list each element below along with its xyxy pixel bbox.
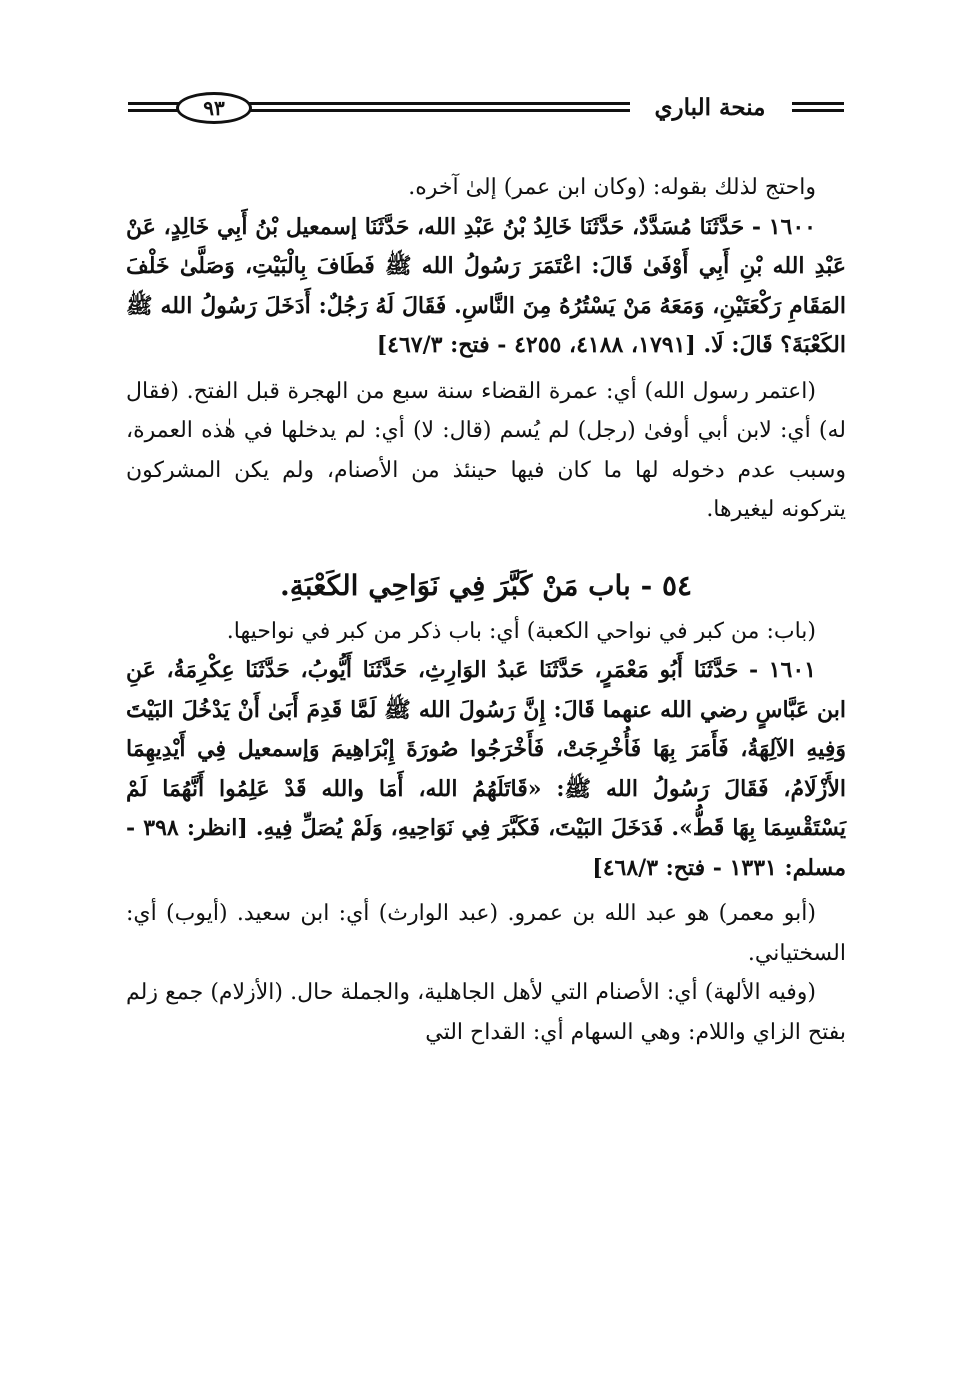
page-header bbox=[128, 92, 844, 132]
commentary-paragraph: (أبو معمر) هو عبد الله بن عمرو. (عبد الوارث) أي: ابن سعيد. (أيوب) أي: السختياني. bbox=[126, 901, 846, 966]
commentary-paragraph: (باب: من كبر في نواحي الكعبة) أي: باب ذكر من كبر في نواحيها. bbox=[226, 618, 816, 644]
header-rule-middle bbox=[248, 102, 630, 114]
header-rule-left bbox=[128, 102, 180, 114]
chapter-heading: ٥٤ - باب مَنْ كَبَّرَ فِي نَوَاحِي الكَعْبَةِ. bbox=[279, 568, 693, 602]
page-number: ٩٣ bbox=[176, 92, 252, 124]
book-title: منحة الباري bbox=[632, 92, 788, 124]
commentary-paragraph: (اعتمر رسول الله) أي: عمرة القضاء سنة سبع من الهجرة قبل الفتح. (فقال له) أي: لابن أبي أوفىٰ (رجل) لم يُسم (قال: لا) أي: لم يدخلها في هٰذه العمرة، وسبب عدم دخوله لها ما كان فيها حينئذ من الأصنام، ولم يكن المشركون يتركونه ليغيرها. bbox=[126, 378, 846, 522]
hadith-1600: ١٦٠٠ - حَدَّثَنَا مُسَدَّدٌ، حَدَّثَنَا خَالِدُ بْنُ عَبْدِ الله، حَدَّثَنَا إسمعيل بْنُ أَبِي خَالِدٍ، عَنْ عَبْدِ الله بْنِ أَبِي أَوْفَىٰ قَالَ: اعْتَمَرَ رَسُولُ الله ﷺ فَطَافَ بِالْبَيْتِ، وَصَلَّىٰ خَلْفَ المَقَامِ رَكْعَتَيْنِ، وَمَعَهُ مَنْ يَسْتُرُهُ مِنَ النَّاسِ. فَقَالَ لَهُ رَجُلٌ: أَدَخَلَ رَسُولُ الله ﷺ الكَعْبَةَ؟ قَالَ: لَا. [١٧٩١، ٤١٨٨، ٤٢٥٥ - فتح: ٤٦٧/٣] bbox=[126, 213, 846, 358]
commentary-paragraph: واحتج لذلك بقوله: (وكان ابن عمر) إلىٰ آخره. bbox=[408, 175, 816, 200]
hadith-1601: ١٦٠١ - حَدَّثَنَا أَبُو مَعْمَرٍ، حَدَّثَنَا عَبدُ الوَارِثِ، حَدَّثَنَا أَيُّوبُ، حَدَّثَنَا عِكْرِمَةُ، عَنِ ابن عَبَّاسٍ رضي الله عنهما قَالَ: إِنَّ رَسُولَ الله ﷺ لَمَّا قَدِمَ أَبَىٰ أَنْ يَدْخُلَ البَيْتَ وَفِيهِ الآلِهَةُ، فَأَمَرَ بِهَا فَأُخْرِجَتْ، فَأَخْرَجُوا صُورَةَ إِبْرَاهِيمَ وَإسمعيل فِي أَيْدِيهِمَا الأَزْلَامُ، فَقَالَ رَسُولُ الله ﷺ: «قَاتَلَهُمُ الله، أَمَا والله قَدْ عَلِمُوا أَنَّهُمَا لَمْ يَسْتَقْسِمَا بِهَا قَطُّ». فَدَخَلَ البَيْتَ، فَكَبَّرَ فِي نَوَاحِيهِ، وَلَمْ يُصَلِّ فِيهِ. [انظر: ٣٩٨ - مسلم: ١٣٣١ - فتح: ٤٦٨/٣] bbox=[126, 657, 846, 881]
commentary-paragraph: (وفيه الألهة) أي: الأصنام التي لأهل الجاهلية، والجملة حال. (الأزلام) جمع زلم بفتح الزاي واللام: وهي السهام أي: القداح التي bbox=[126, 980, 846, 1045]
header-rule-right bbox=[792, 102, 844, 114]
page-body bbox=[126, 168, 846, 1052]
